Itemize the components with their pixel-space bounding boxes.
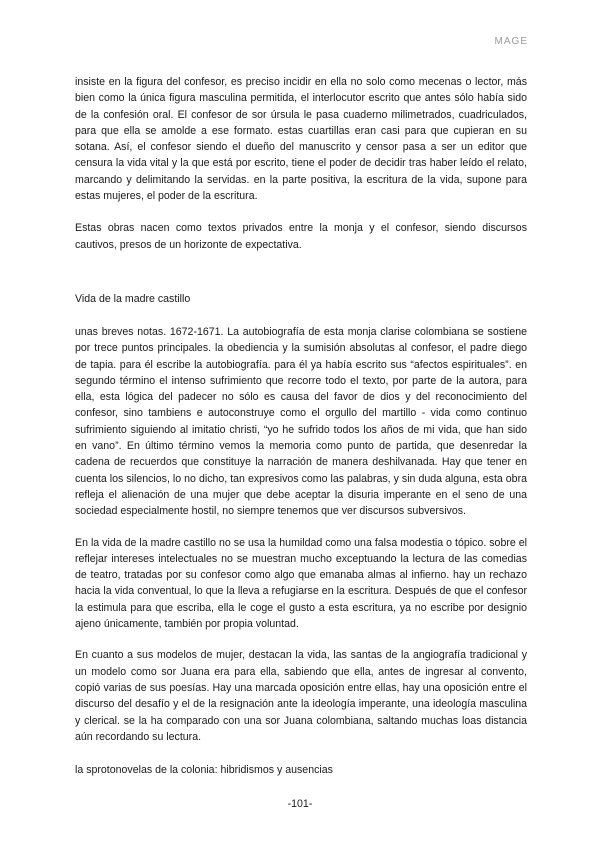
paragraph-confesor: insiste en la figura del confesor, es preciso incidir en ella no solo como mecenas o lector, más bien como la única figura masculina permitida, el interlocutor escrito que antes sólo había sido de la confesión oral. El confesor de sor úrsula le pasa cuaderno milimetrados, cuadriculados, para que ella se amolde a ese formato. estas cuartillas eran casi para que cupieran en su sotana. Así, el confesor siendo el dueño del manuscrito y censor pasa a ser un editor que censura la vida vital y la que está por escrito, tiene el poder de decidir tras haber leído el relato, marcando y delimitando la servidas. en la parte positiva, la escritura de la vida, supone para estas mujeres, el poder de la escritura. <box>75 76 527 203</box>
paragraph-autobiografia: unas breves notas. 1672-1671. La autobiografía de esta monja clarise colombiana se sostiene por trece puntos principales. la obediencia y la sumisión absolutas al confesor, el padre diego de tapia. para él escribe la autobiografía. para él ya había escrito sus “afectos espirituales”. en segundo término el intenso sufrimiento que recorre todo el texto, por parte de la autora, para ella, esta lógica del padecer no sólo es causa del favor de dios y del reconocimiento del confesor, sino tambiens e autoconstruye como el orgullo del martillo - vida como continuo sufrimiento siguiendo al imitatio christi, “yo he sufrido todos los años de mi vida, que han sido en vano”. En último término vemos la memoria como punto de partida, que desenredar la cadena de recuerdos que constituye la narración de manera deshilvanada. Hay que tener en cuenta los silencios, lo no dicho, tan expresivos como las palabras, y sin duda alguna, esta obra refleja el alienación de una mujer que debe aceptar la disuria imperante en el seno de una sociedad especialmente hostil, no siempre tenemos que ver discursos subversivos. <box>75 326 527 518</box>
section-body <box>75 324 527 745</box>
page-number: -101- <box>287 798 313 810</box>
paragraph-obras-privadas: Estas obras nacen como textos privados entre la monja y el confesor, siendo discursos cautivos, presos de un horizonte de expectativa. <box>75 222 527 251</box>
paragraph-modelos-mujer: En cuanto a sus modelos de mujer, destacan la vida, las santas de la angiografía tradicional y un modelo como sor Juana era para ella, sabiendo que ella, antes de ingresar al convento, copió varias de sus poesías. Hay una marcada oposición entre ellas, hay una oposición entre el discurso del desafío y el de la resignación ante la ideología imperante, una ideología masculina y clerical. se la ha comparado con una sor Juana colombiana, saltando muchas loas distancia aún recordando su lectura. <box>75 649 527 743</box>
paragraph-humildad: En la vida de la madre castillo no se usa la humildad como una falsa modestia o tópico. sobre el reflejar intereses intelectuales no se muestran mucho exceptuando la lectura de las comedias de teatro, tratadas por su confesor como algo que emanaba almas al infierno. hay un rechazo hacia la vida conventual, lo que la lleva a refugiarse en la escritura. Después de que el confesor la estimula para que escriba, ella le coge el gusto a esta escritura, ya no escribe por designio ajeno únicamente, también por propia voluntad. <box>75 536 527 631</box>
page-content <box>75 74 527 776</box>
running-header: MAGE <box>494 36 528 47</box>
section-heading-protonovelas: la sprotonovelas de la colonia: hibridismos y ausencias <box>75 764 333 776</box>
section-heading-madre-castillo: Vida de la madre castillo <box>75 293 191 305</box>
